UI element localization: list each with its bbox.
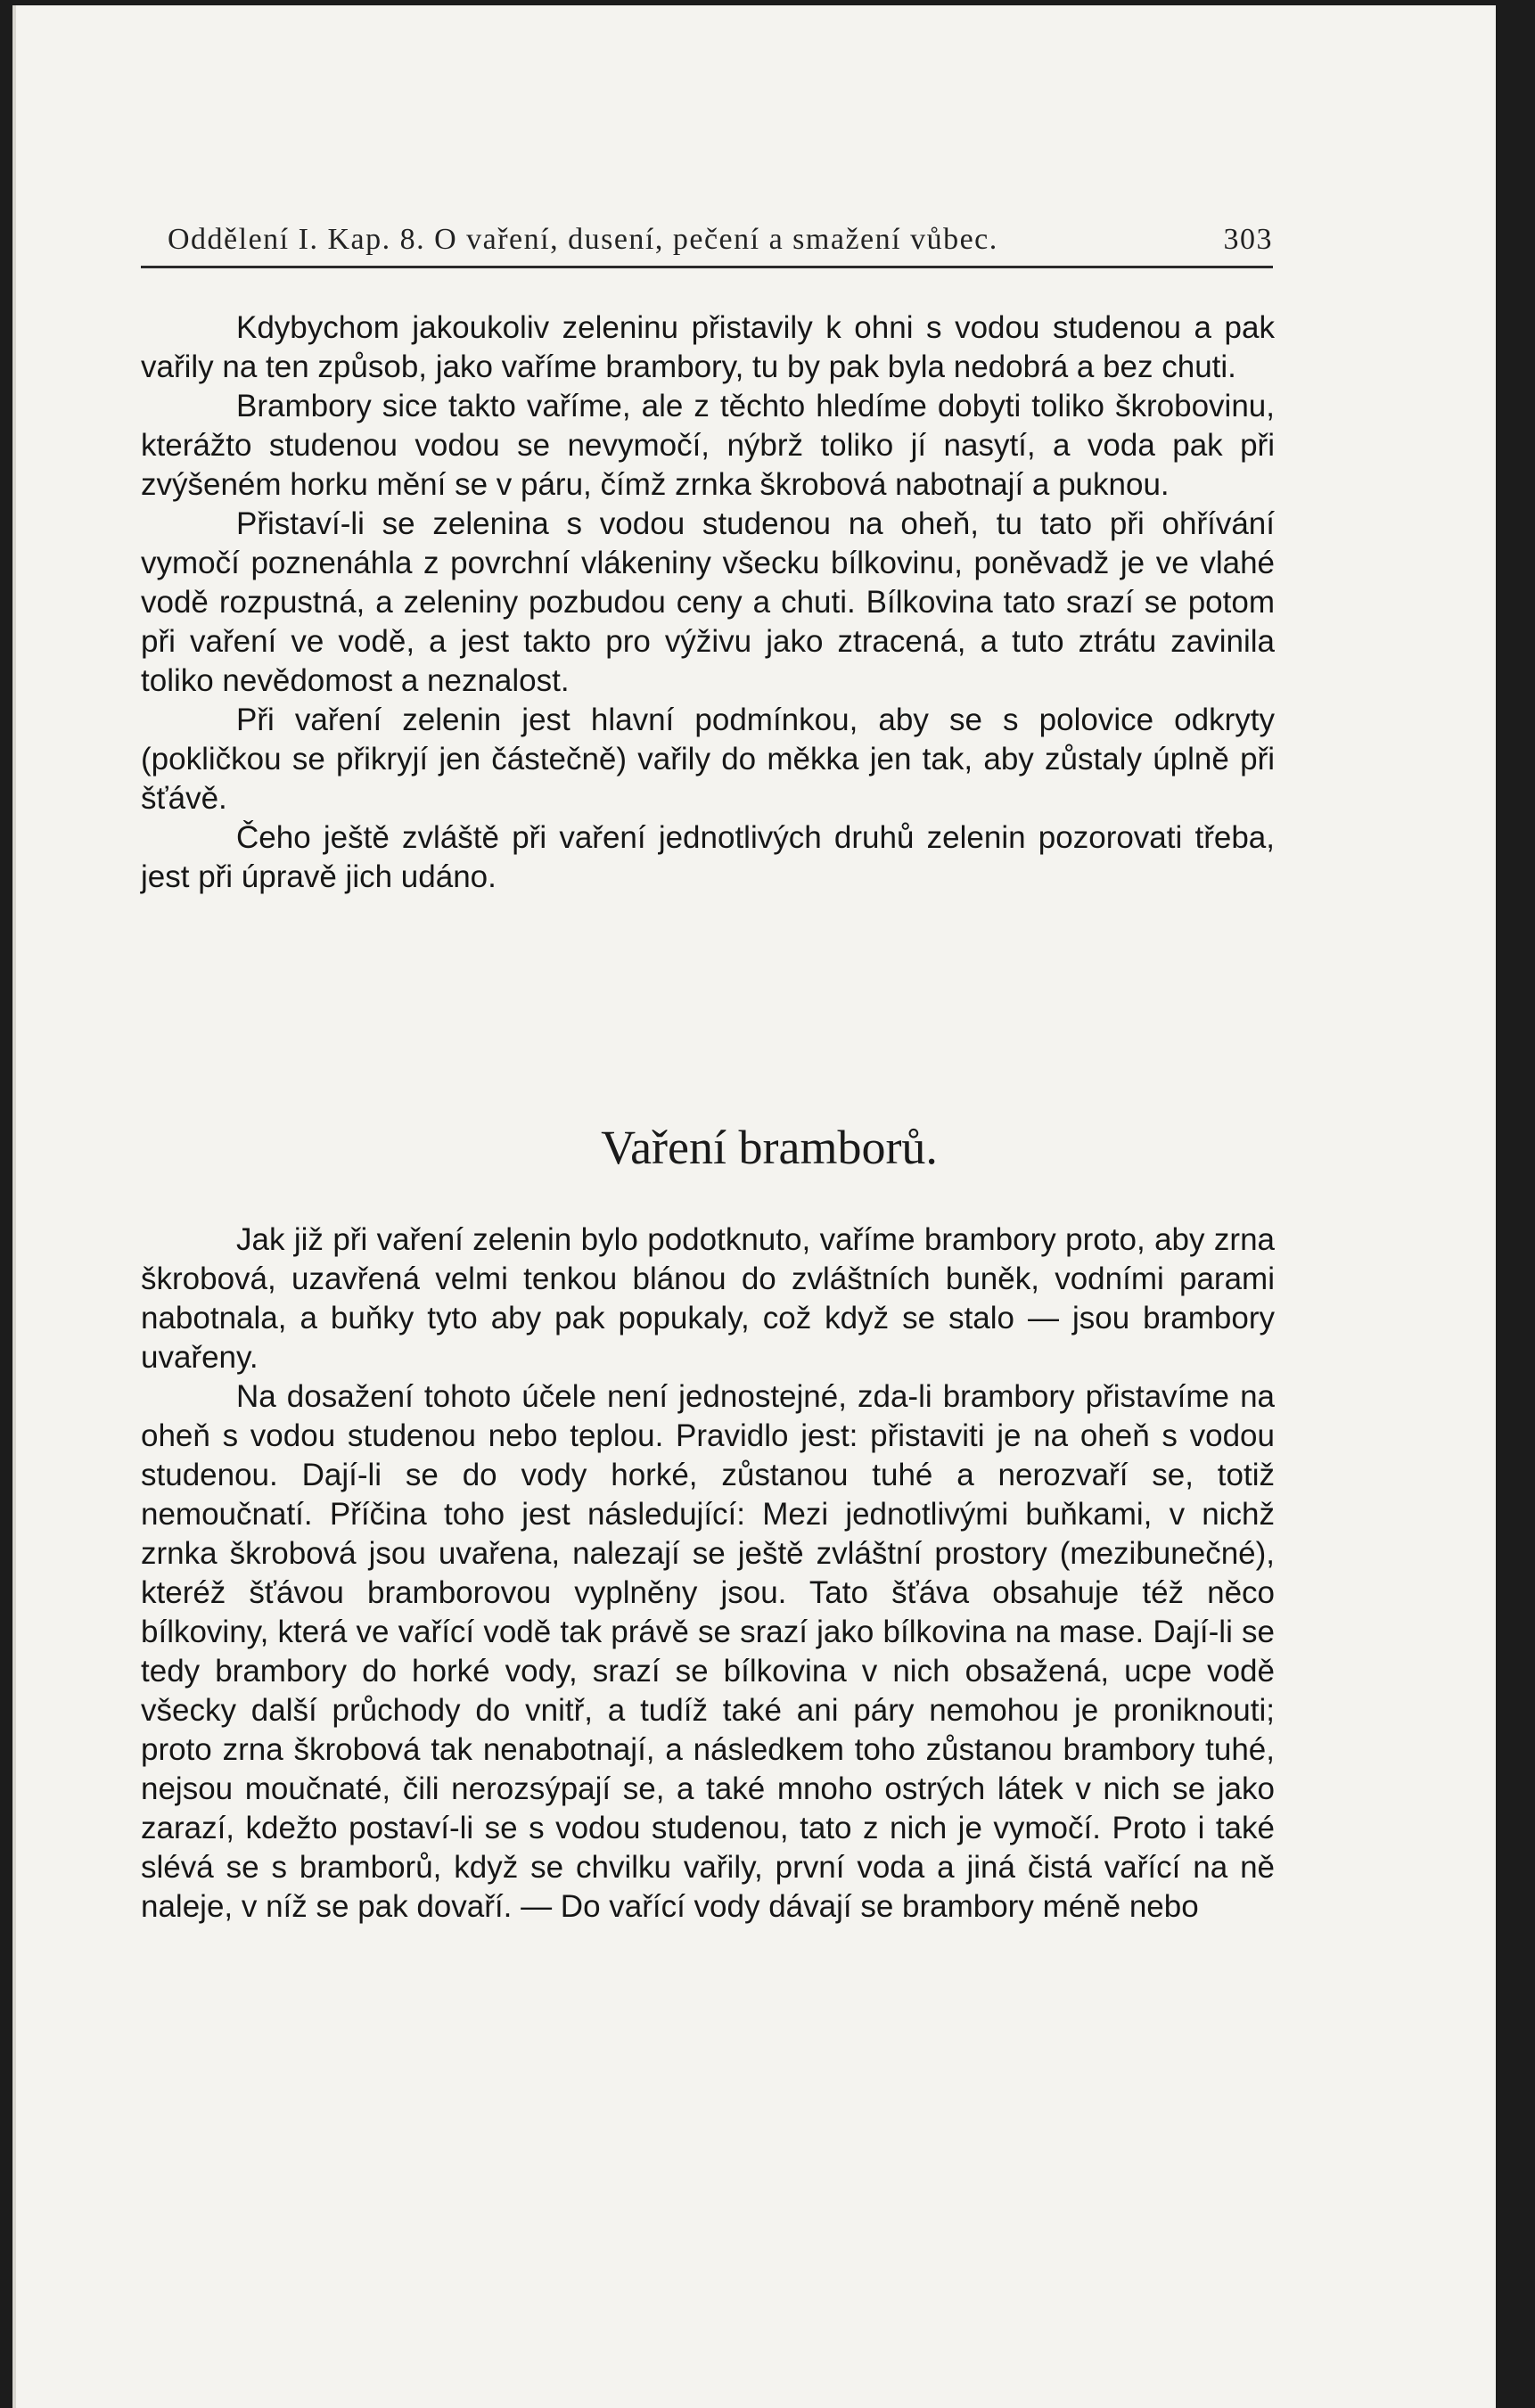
paragraph: Brambory sice takto vaříme, ale z těchto hledíme dobyti toliko škrobovinu, kterážto studenou vodou se nevymočí, nýbrž toliko jí nasytí, a voda pak při zvýšeném horku mění se v páru, čímž zrnka škrobová nabotnají a puknou. — [141, 389, 1275, 502]
section-vegetables-text — [141, 308, 1275, 897]
running-header — [141, 223, 1273, 268]
paragraph: Jak již při vaření zelenin bylo podotknuto, vaříme brambory proto, aby zrna škrobová, uzavřená velmi tenkou blánou do zvláštních buněk, vodními parami nabotnala, a buňky tyto aby pak popukaly, což když se stalo — jsou brambory uvařeny. — [141, 1222, 1275, 1375]
paragraph: Přistaví-li se zelenina s vodou studenou na oheň, tu tato při ohřívání vymočí poznenáhla z povrchní vlákeniny všecku bílkovinu, poněvadž je ve vlahé vodě rozpustná, a zeleniny pozbudou ceny a chuti. Bílkovina tato srazí se potom při vaření ve vodě, a jest takto pro výživu jako ztracená, a tuto ztrátu zavinila toliko nevědomost a neznalost. — [141, 506, 1275, 698]
paragraph: Čeho ještě zvláště při vaření jednotlivých druhů zelenin pozorovati třeba, jest při úpravě jich udáno. — [141, 820, 1275, 894]
page-number: 303 — [1223, 223, 1273, 256]
section-heading: Vaření bramborů. — [601, 1121, 938, 1174]
paragraph: Kdybychom jakoukoliv zeleninu přistavily k ohni s vodou studenou a pak vařily na ten způsob, jako vaříme brambory, tu by pak byla nedobrá a bez chuti. — [141, 310, 1275, 384]
paragraph: Při vaření zelenin jest hlavní podmínkou, aby se s polovice odkryty (pokličkou se přikryjí jen částečně) vařily do měkka jen tak, aby zůstaly úplně při šťávě. — [141, 703, 1275, 816]
section-potatoes-text — [141, 1220, 1275, 1927]
header-title: Oddělení I. Kap. 8. O vaření, dusení, pečení a smažení vůbec. — [168, 223, 998, 256]
book-page — [12, 5, 1496, 2408]
paragraph: Na dosažení tohoto účele není jednostejné, zda-li brambory přistavíme na oheň s vodou studenou nebo teplou. Pravidlo jest: přistaviti je na oheň s vodou studenou. Dají-li se do vody horké, zůstanou tuhé a nerozvaří se, totiž nemoučnatí. Příčina toho jest následující: Mezi jednotlivými buňkami, v nichž zrnka škrobová jsou uvařena, nalezají se ještě zvláštní prostory (mezibunečné), kteréž šťávou bramborovou vyplněny jsou. Tato šťáva obsahuje též něco bílkoviny, která ve vařící vodě tak právě se srazí jako bílkovina na mase. Dají-li se tedy brambory do horké vody, srazí se bílkovina v nich obsažená, ucpe vodě všecky další průchody do vnitř, a tudíž také ani páry nemohou je proniknouti; proto zrna škrobová tak nenabotnají, a následkem toho zůstanou brambory tuhé, nejsou moučnaté, čili nerozsýpají se, a také mnoho ostrých látek v nich se jako zarazí, kdežto postaví-li se s vodou studenou, tato z nich je vymočí. Proto i také slévá se s bramborů, když se chvilku vařily, první voda a jiná čistá vařící na ně naleje, v níž se pak dovaří. — Do vařící vody dávají se brambory méně nebo — [141, 1379, 1275, 1924]
